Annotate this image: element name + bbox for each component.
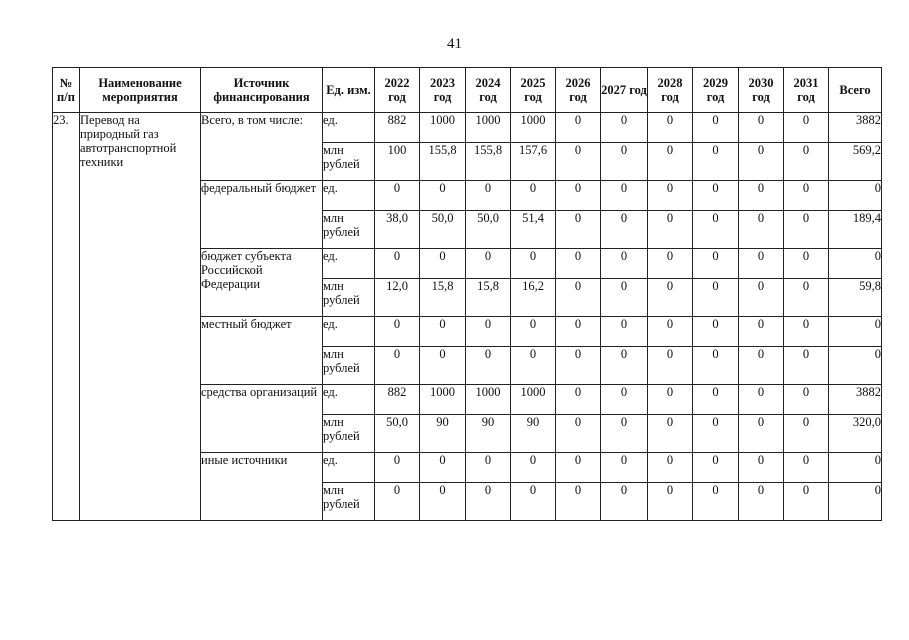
value-cell: 0 xyxy=(511,453,556,483)
value-cell: 15,8 xyxy=(466,279,511,317)
header-year: 2025 год xyxy=(511,68,556,113)
value-cell: 0 xyxy=(739,483,784,521)
value-cell: 0 xyxy=(375,249,420,279)
value-cell: 0 xyxy=(375,347,420,385)
value-cell: 0 xyxy=(556,143,601,181)
value-cell: 0 xyxy=(601,347,648,385)
value-cell: 90 xyxy=(420,415,466,453)
value-cell: 0 xyxy=(739,279,784,317)
total-cell: 0 xyxy=(829,181,882,211)
value-cell: 0 xyxy=(693,113,739,143)
value-cell: 0 xyxy=(556,385,601,415)
unit-cell: млн рублей xyxy=(323,483,375,521)
value-cell: 0 xyxy=(784,483,829,521)
value-cell: 157,6 xyxy=(511,143,556,181)
total-cell: 569,2 xyxy=(829,143,882,181)
total-cell: 189,4 xyxy=(829,211,882,249)
value-cell: 0 xyxy=(601,143,648,181)
value-cell: 0 xyxy=(648,385,693,415)
value-cell: 0 xyxy=(556,113,601,143)
funding-source: бюджет субъекта Российской Федерации xyxy=(201,249,323,317)
value-cell: 1000 xyxy=(466,385,511,415)
value-cell: 0 xyxy=(556,453,601,483)
value-cell: 90 xyxy=(466,415,511,453)
value-cell: 0 xyxy=(556,211,601,249)
value-cell: 16,2 xyxy=(511,279,556,317)
value-cell: 0 xyxy=(693,317,739,347)
value-cell: 1000 xyxy=(420,113,466,143)
value-cell: 0 xyxy=(693,415,739,453)
value-cell: 1000 xyxy=(511,385,556,415)
total-cell: 0 xyxy=(829,347,882,385)
value-cell: 0 xyxy=(466,249,511,279)
value-cell: 0 xyxy=(420,453,466,483)
value-cell: 0 xyxy=(375,181,420,211)
value-cell: 0 xyxy=(648,113,693,143)
value-cell: 0 xyxy=(375,483,420,521)
funding-source: Всего, в том числе: xyxy=(201,113,323,181)
unit-cell: млн рублей xyxy=(323,347,375,385)
value-cell: 0 xyxy=(601,385,648,415)
value-cell: 50,0 xyxy=(466,211,511,249)
value-cell: 0 xyxy=(784,347,829,385)
value-cell: 0 xyxy=(693,249,739,279)
unit-cell: млн рублей xyxy=(323,143,375,181)
header-unit: Ед. изм. xyxy=(323,68,375,113)
funding-source: иные источники xyxy=(201,453,323,521)
value-cell: 0 xyxy=(739,211,784,249)
value-cell: 0 xyxy=(420,483,466,521)
table-body xyxy=(53,113,882,521)
value-cell: 0 xyxy=(784,385,829,415)
value-cell: 0 xyxy=(784,113,829,143)
total-cell: 0 xyxy=(829,249,882,279)
value-cell: 155,8 xyxy=(466,143,511,181)
value-cell: 0 xyxy=(466,483,511,521)
funding-source: федеральный бюджет xyxy=(201,181,323,249)
unit-cell: ед. xyxy=(323,385,375,415)
header-row xyxy=(53,68,882,113)
value-cell: 0 xyxy=(784,143,829,181)
header-year: 2028 год xyxy=(648,68,693,113)
value-cell: 0 xyxy=(601,181,648,211)
value-cell: 0 xyxy=(420,181,466,211)
total-cell: 59,8 xyxy=(829,279,882,317)
value-cell: 0 xyxy=(375,453,420,483)
value-cell: 0 xyxy=(420,249,466,279)
item-number: 23. xyxy=(53,113,80,521)
value-cell: 0 xyxy=(739,347,784,385)
value-cell: 100 xyxy=(375,143,420,181)
total-cell: 0 xyxy=(829,483,882,521)
value-cell: 155,8 xyxy=(420,143,466,181)
value-cell: 0 xyxy=(739,385,784,415)
value-cell: 0 xyxy=(648,453,693,483)
value-cell: 38,0 xyxy=(375,211,420,249)
value-cell: 0 xyxy=(693,181,739,211)
value-cell: 0 xyxy=(466,317,511,347)
unit-cell: млн рублей xyxy=(323,415,375,453)
value-cell: 0 xyxy=(739,415,784,453)
header-year: 2026 год xyxy=(556,68,601,113)
value-cell: 0 xyxy=(648,415,693,453)
unit-cell: ед. xyxy=(323,181,375,211)
value-cell: 0 xyxy=(601,279,648,317)
header-year: 2023 год xyxy=(420,68,466,113)
value-cell: 0 xyxy=(648,279,693,317)
value-cell: 0 xyxy=(466,453,511,483)
value-cell: 0 xyxy=(784,211,829,249)
value-cell: 15,8 xyxy=(420,279,466,317)
total-cell: 3882 xyxy=(829,385,882,415)
total-cell: 320,0 xyxy=(829,415,882,453)
value-cell: 0 xyxy=(556,317,601,347)
value-cell: 0 xyxy=(739,453,784,483)
value-cell: 0 xyxy=(784,317,829,347)
value-cell: 0 xyxy=(511,347,556,385)
total-cell: 3882 xyxy=(829,113,882,143)
total-cell: 0 xyxy=(829,317,882,347)
page-number: 41 xyxy=(447,36,462,52)
value-cell: 0 xyxy=(375,317,420,347)
value-cell: 90 xyxy=(511,415,556,453)
value-cell: 0 xyxy=(511,181,556,211)
value-cell: 0 xyxy=(784,249,829,279)
value-cell: 0 xyxy=(784,181,829,211)
value-cell: 0 xyxy=(739,317,784,347)
financing-table xyxy=(52,67,882,521)
unit-cell: ед. xyxy=(323,113,375,143)
value-cell: 1000 xyxy=(511,113,556,143)
value-cell: 0 xyxy=(601,211,648,249)
unit-cell: ед. xyxy=(323,249,375,279)
value-cell: 0 xyxy=(648,483,693,521)
value-cell: 0 xyxy=(601,249,648,279)
value-cell: 1000 xyxy=(466,113,511,143)
header-num: № п/п xyxy=(53,68,80,113)
value-cell: 0 xyxy=(420,347,466,385)
value-cell: 50,0 xyxy=(420,211,466,249)
value-cell: 12,0 xyxy=(375,279,420,317)
value-cell: 0 xyxy=(784,279,829,317)
value-cell: 51,4 xyxy=(511,211,556,249)
value-cell: 0 xyxy=(601,453,648,483)
value-cell: 0 xyxy=(739,113,784,143)
unit-cell: млн рублей xyxy=(323,279,375,317)
header-year: 2030 год xyxy=(739,68,784,113)
header-source: Источник финансирования xyxy=(201,68,323,113)
value-cell: 0 xyxy=(466,181,511,211)
value-cell: 0 xyxy=(693,279,739,317)
value-cell: 0 xyxy=(693,483,739,521)
value-cell: 0 xyxy=(784,415,829,453)
header-year: 2024 год xyxy=(466,68,511,113)
value-cell: 1000 xyxy=(420,385,466,415)
value-cell: 882 xyxy=(375,113,420,143)
value-cell: 0 xyxy=(693,385,739,415)
header-total: Всего xyxy=(829,68,882,113)
header-name: Наименование мероприятия xyxy=(80,68,201,113)
unit-cell: ед. xyxy=(323,317,375,347)
unit-cell: млн рублей xyxy=(323,211,375,249)
value-cell: 0 xyxy=(556,483,601,521)
header-year: 2022 год xyxy=(375,68,420,113)
total-cell: 0 xyxy=(829,453,882,483)
value-cell: 0 xyxy=(601,483,648,521)
value-cell: 0 xyxy=(648,181,693,211)
value-cell: 0 xyxy=(556,415,601,453)
value-cell: 0 xyxy=(648,249,693,279)
table-row xyxy=(53,113,882,143)
value-cell: 0 xyxy=(648,143,693,181)
value-cell: 0 xyxy=(511,317,556,347)
value-cell: 50,0 xyxy=(375,415,420,453)
value-cell: 0 xyxy=(556,181,601,211)
value-cell: 0 xyxy=(466,347,511,385)
value-cell: 0 xyxy=(693,347,739,385)
value-cell: 0 xyxy=(601,317,648,347)
value-cell: 0 xyxy=(693,143,739,181)
value-cell: 0 xyxy=(693,453,739,483)
value-cell: 0 xyxy=(739,249,784,279)
value-cell: 0 xyxy=(556,347,601,385)
value-cell: 0 xyxy=(556,249,601,279)
funding-source: местный бюджет xyxy=(201,317,323,385)
value-cell: 0 xyxy=(739,181,784,211)
value-cell: 0 xyxy=(739,143,784,181)
header-year: 2027 год xyxy=(601,68,648,113)
value-cell: 0 xyxy=(601,113,648,143)
header-year: 2029 год xyxy=(693,68,739,113)
value-cell: 0 xyxy=(648,317,693,347)
value-cell: 0 xyxy=(511,249,556,279)
value-cell: 0 xyxy=(784,453,829,483)
item-name: Перевод на природный газ автотранспортной техники xyxy=(80,113,201,521)
funding-source: средства организаций xyxy=(201,385,323,453)
value-cell: 882 xyxy=(375,385,420,415)
header-year: 2031 год xyxy=(784,68,829,113)
value-cell: 0 xyxy=(601,415,648,453)
value-cell: 0 xyxy=(556,279,601,317)
value-cell: 0 xyxy=(648,347,693,385)
unit-cell: ед. xyxy=(323,453,375,483)
value-cell: 0 xyxy=(511,483,556,521)
value-cell: 0 xyxy=(648,211,693,249)
value-cell: 0 xyxy=(420,317,466,347)
value-cell: 0 xyxy=(693,211,739,249)
